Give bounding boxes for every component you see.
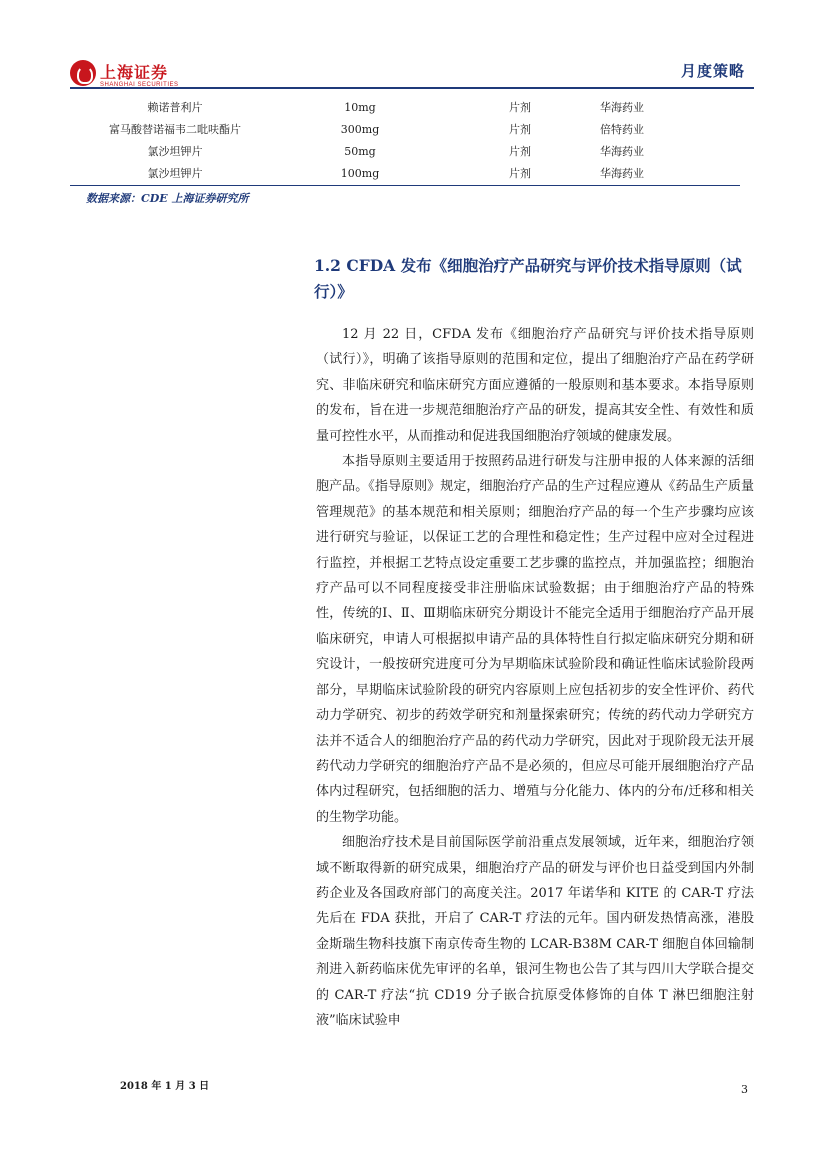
page-number: 3: [741, 1083, 748, 1096]
body-paragraph: 本指导原则主要适用于按照药品进行研发与注册申报的人体来源的活细胞产品。《指导原则》规定，细胞治疗产品的生产过程应遵从《药品生产质量管理规范》的基本规范和相关原则；细胞治疗产品的每一个生产步骤均应该进行研究与验证，以保证工艺的合理性和稳定性；生产过程中应对全过程进行监控，并根据工艺特点设定重要工艺步骤的监控点，并加强监控；细胞治疗产品可以不同程度接受非注册临床试验数据；由于细胞治疗产品的特殊性，传统的Ⅰ、Ⅱ、Ⅲ期临床研究分期设计不能完全适用于细胞治疗产品开展临床研究，申请人可根据拟申请产品的具体特性自行拟定临床研究分期和研究设计，一般按研究进度可分为早期临床试验阶段和确证性临床试验阶段两部分，早期临床试验阶段的研究内容原则上应包括初步的安全性评价、药代动力学研究、初步的药效学研究和剂量探索研究；传统的药代动力学研究方法并不适合人的细胞治疗产品的药代动力学研究，因此对于现阶段无法开展药代动力学研究的细胞治疗产品不是必须的，但应尽可能开展细胞治疗产品体内过程研究，包括细胞的活力、增殖与分化能力、体内的分布/迁移和相关的生物学功能。: [316, 454, 754, 825]
logo-mark-icon: [70, 60, 96, 86]
drug-name-cell: 赖诺普利片: [147, 101, 203, 114]
table-row: [70, 96, 740, 118]
body-paragraph: 细胞治疗技术是目前国际医学前沿重点发展领域，近年来，细胞治疗领域不断取得新的研究成果，细胞治疗产品的研发与评价也日益受到国内外制药企业及各国政府部门的高度关注。2017 年诺华和 KITE 的 CAR-T 疗法先后在 FDA 获批，开启了 CAR-T 疗法的元年。国内研发热情高涨，港股金斯瑞生物科技旗下南京传奇生物的 LCAR-B38M CAR-T 细胞自体回输制剂进入新药临床优先审评的名单，银河生物也公告了其与四川大学联合提交的 CAR-T 疗法“抗 CD19 分子嵌合抗原受体修饰的自体 T 淋巴细胞注射液”临床试验申: [316, 835, 754, 1028]
logo-subtitle: SHANGHAI SECURITIES: [100, 82, 179, 88]
data-source-note: 数据来源：CDE 上海证券研究所: [86, 192, 249, 205]
section-heading: 1.2 CFDA 发布《细胞治疗产品研究与评价技术指导原则（试行）》: [314, 256, 742, 301]
form-cell: 片剂: [509, 101, 531, 114]
report-type-title: 月度策略: [680, 62, 745, 80]
dose-cell: 100mg: [340, 166, 380, 180]
table-row: [70, 140, 740, 162]
footer-date: 2018 年 1 月 3 日: [120, 1081, 210, 1092]
drug-approval-table: [70, 96, 740, 184]
logo-name: 上海证券: [100, 63, 169, 82]
dose-cell: 50mg: [344, 144, 376, 158]
table-row: [70, 162, 740, 184]
company-cell: 华海药业: [600, 167, 644, 180]
drug-name-cell: 富马酸替诺福韦二吡呋酯片: [109, 123, 241, 136]
drug-name-cell: 氯沙坦钾片: [147, 145, 203, 158]
drug-name-cell: 氯沙坦钾片: [147, 167, 203, 180]
dose-cell: 300mg: [340, 122, 380, 136]
form-cell: 片剂: [509, 123, 531, 136]
company-cell: 华海药业: [600, 101, 644, 114]
table-bottom-rule: [70, 185, 740, 186]
dose-cell: 10mg: [344, 100, 376, 114]
form-cell: 片剂: [509, 167, 531, 180]
company-cell: 倍特药业: [600, 123, 644, 136]
section-body: [316, 322, 754, 1033]
body-paragraph: 12 月 22 日，CFDA 发布《细胞治疗产品研究与评价技术指导原则（试行）》，明确了该指导原则的范围和定位，提出了细胞治疗产品在药学研究、非临床研究和临床研究方面应遵循的一般原则和基本要求。本指导原则的发布，旨在进一步规范细胞治疗产品的研发，提高其安全性、有效性和质量可控性水平，从而推动和促进我国细胞治疗领域的健康发展。: [316, 327, 754, 444]
form-cell: 片剂: [509, 145, 531, 158]
table-row: [70, 118, 740, 140]
company-cell: 华海药业: [600, 145, 644, 158]
header-divider: [70, 87, 754, 89]
